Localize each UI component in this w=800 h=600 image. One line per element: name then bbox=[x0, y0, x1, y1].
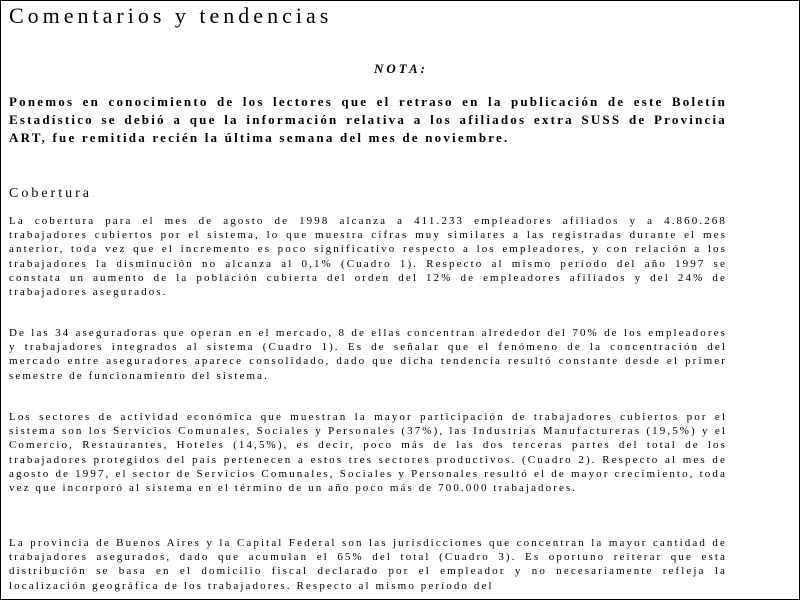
body-paragraph-2: De las 34 aseguradoras que operan en el mercado, 8 de ellas concentran alrededor del 70% de los empleadores y trabajadores integrados al sistema (Cuadro 1). Es de señalar que el fenómeno de la concentración del mercado entre aseguradores aparece consolidado, dado que dicha tendencia resultó constante desde el primer semestre de funcionamiento del sistema. bbox=[9, 327, 727, 382]
page-title: Comentarios y tendencias bbox=[9, 3, 333, 28]
body-paragraph-3: Los sectores de actividad económica que muestran la mayor participación de trabajadores cubiertos por el sistema son los Servicios Comunales, Sociales y Personales (37%), las Industrias Manufactureras (19,5%) y el Comercio, Restaurantes, Hoteles (14,5%), es decir, poco más de las dos terceras partes del total de los trabajadores protegidos del país pertenecen a estos tres sectores productivos. (Cuadro 2). Respecto al mes de agosto de 1997, el sector de Servicios Comunales, Sociales y Personales resultó el de mayor crecimiento, toda vez que incorporó al sistema en el término de un año poco más de 700.000 trabajadores. bbox=[9, 411, 727, 495]
nota-label: NOTA: bbox=[374, 61, 428, 76]
body-paragraph-1: La cobertura para el mes de agosto de 1998 alcanza a 411.233 empleadores afiliados y a 4.860.268 trabajadores cubiertos por el sistema, lo que muestra cifras muy similares a las registradas durante el mes anterior, toda vez que el incremento es poco significativo respecto a los empleadores, y con relación a los trabajadores la disminución no alcanza al 0,1% (Cuadro 1). Respecto al mismo período del año 1997 se constata un aumento de la población cubierta del orden del 12% de empleadores afiliados y del 24% de trabajadores asegurados. bbox=[9, 215, 727, 299]
notice-paragraph: Ponemos en conocimiento de los lectores que el retraso en la publicación de este Boletín Estadístico se debió a que la información relativa a los afiliados extra SUSS de Provincia ART, fue remitida recién la última semana del mes de noviembre. bbox=[9, 94, 727, 145]
body-paragraph-4: La provincia de Buenos Aires y la Capital Federal son las jurisdicciones que concentran la mayor cantidad de trabajadores asegurados, dado que acumulan el 65% del total (Cuadro 3). Es oportuno reiterar que esta distribución se basa en el domicilio fiscal declarado por el empleador y no necesariamente refleja la localización geográfica de los trabajadores. Respecto al mismo período del bbox=[9, 537, 727, 592]
section-title-cobertura: Cobertura bbox=[9, 186, 92, 201]
